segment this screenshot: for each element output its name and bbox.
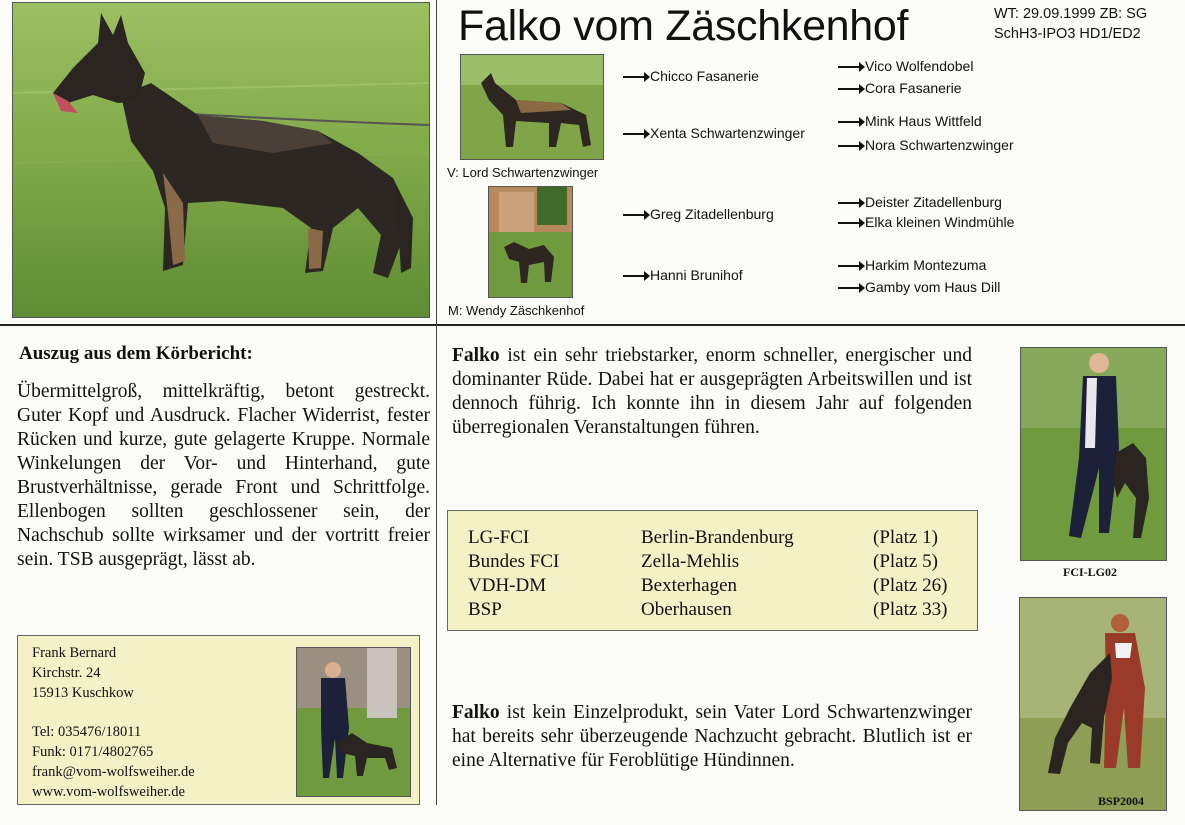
arrow-icon <box>838 202 860 204</box>
arrow-icon <box>623 214 645 216</box>
contact-mobile: Funk: 0171/4802765 <box>32 744 154 760</box>
contact-name: Frank Bernard <box>32 645 117 661</box>
contact-tel: Tel: 035476/18011 <box>32 724 142 740</box>
vertical-divider <box>436 0 437 805</box>
arrow-icon <box>838 66 860 68</box>
main-dog-photo <box>12 2 430 318</box>
sire-label: V: Lord Schwartenzwinger <box>447 165 599 180</box>
description-paragraph-2: Falko ist kein Einzelprodukt, sein Vater Lord Schwartenzwinger hat bereits sehr überzeugende Nachzucht gebracht. Blutlich ist er eine Alternative für Feroblütige Hündinnen. <box>452 702 972 771</box>
dog-name-bold: Falko <box>452 345 500 366</box>
contact-email[interactable]: frank@vom-wolfsweiher.de <box>32 764 195 780</box>
fci-lg-photo <box>1020 347 1167 561</box>
photo-caption-bsp: BSP2004 <box>1098 794 1145 808</box>
description-paragraph-1: Falko ist ein sehr triebstarker, enorm schneller, energischer und dominanter Rüde. Dabei hat er ausgeprägten Arbeitswillen und ist dennoch führig. Ich konnte ihn in diesem Jahr auf folgenden überregionalen Veranstaltungen führen. <box>452 345 972 438</box>
table-row: VDH-DM Bexterhagen (Platz 26) <box>468 575 948 596</box>
sire-photo <box>460 54 604 160</box>
grandparent-4: Nora Schwartenzwinger <box>838 137 1014 153</box>
arrow-icon <box>838 222 860 224</box>
grandparent-3: Mink Haus Wittfeld <box>838 113 982 129</box>
sire-father: Chicco Fasanerie <box>623 68 759 84</box>
photo-caption-fci: FCI-LG02 <box>1063 565 1117 579</box>
table-row: LG-FCI Berlin-Brandenburg (Platz 1) <box>468 527 938 548</box>
grandparent-5: Deister Zitadellenburg <box>838 194 1002 210</box>
results-box <box>447 510 978 631</box>
table-row: Bundes FCI Zella-Mehlis (Platz 5) <box>468 551 938 572</box>
arrow-icon <box>838 287 860 289</box>
handler-photo <box>296 647 411 797</box>
grandparent-2: Cora Fasanerie <box>838 80 962 96</box>
report-heading: Auszug aus dem Körbericht: <box>19 343 253 364</box>
dam-photo <box>488 186 573 298</box>
results-table <box>468 526 947 622</box>
contact-city: 15913 Kuschkow <box>32 685 134 701</box>
bsp-photo <box>1019 597 1167 811</box>
page-title: Falko vom Zäschkenhof <box>458 2 909 50</box>
report-text: Übermittelgroß, mittelkräftig, betont gestreckt. Guter Kopf und Ausdruck. Flacher Widerrist, fester Rücken und kurze, gute gelagerte Kruppe. Normale Winkelungen der Vor- und Hinterhand, gute Brustverhältnisse, gerade Front und Schrittfolge. Ellenbogen sollten geschlossener sein, der Nachschub sollte wirksamer und der vortritt freier sein. TSB ausgeprägt, lässt ab. <box>17 381 430 570</box>
grandparent-8: Gamby vom Haus Dill <box>838 279 1000 295</box>
arrow-icon <box>838 145 860 147</box>
dog-name-bold: Falko <box>452 702 500 723</box>
dog-meta-line1: WT: 29.09.1999 ZB: SG <box>994 6 1148 22</box>
grandparent-7: Harkim Montezuma <box>838 257 986 273</box>
arrow-icon <box>838 265 860 267</box>
dam-father: Greg Zitadellenburg <box>623 206 774 222</box>
dam-mother: Hanni Brunihof <box>623 267 743 283</box>
arrow-icon <box>623 275 645 277</box>
contact-street: Kirchstr. 24 <box>32 665 101 681</box>
arrow-icon <box>623 133 645 135</box>
dog-meta-line2: SchH3-IPO3 HD1/ED2 <box>994 26 1141 42</box>
arrow-icon <box>838 88 860 90</box>
contact-box <box>17 635 420 805</box>
arrow-icon <box>838 121 860 123</box>
horizontal-divider <box>0 324 1185 326</box>
contact-website[interactable]: www.vom-wolfsweiher.de <box>32 784 185 800</box>
grandparent-1: Vico Wolfendobel <box>838 58 973 74</box>
table-row: BSP Oberhausen (Platz 33) <box>468 599 948 620</box>
sire-mother: Xenta Schwartenzwinger <box>623 125 805 141</box>
dam-label: M: Wendy Zäschkenhof <box>448 303 585 318</box>
arrow-icon <box>623 76 645 78</box>
grandparent-6: Elka kleinen Windmühle <box>838 214 1014 230</box>
